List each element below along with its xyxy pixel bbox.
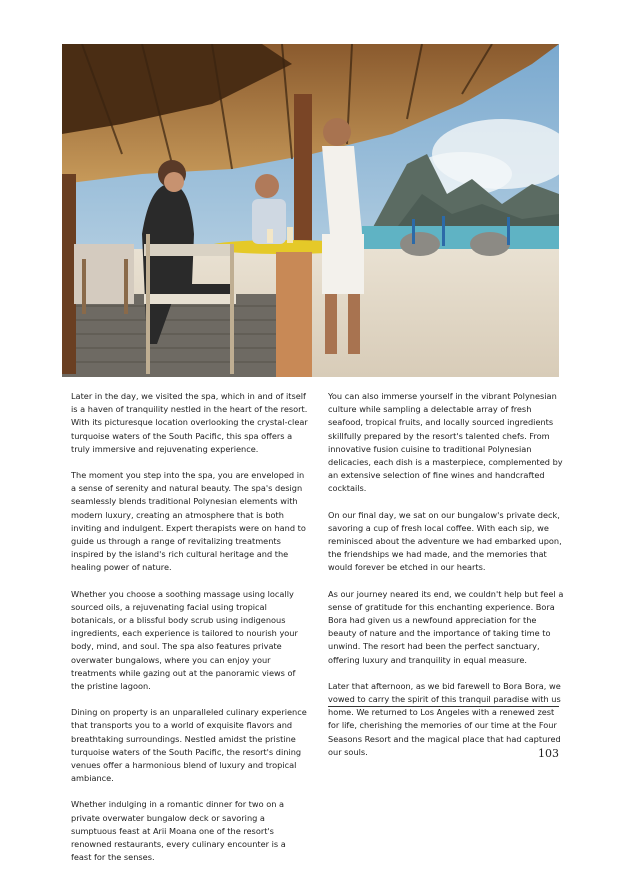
paragraph: Later in the day, we visited the spa, which in and of itself is a haven of tranquility nestled in the heart of the resort. With its picturesque location overlooking the crystal-clear turquoise waters of the South Pacific, this spa offers a truly immersive and rejuvenating experience. [71,391,308,454]
right-text-column [328,390,565,772]
paragraph: On our final day, we sat on our bungalow's private deck, savoring a cup of fresh local coffee. With each sip, we reminisced about the adventure we had embarked upon, the friendships we had made, and the memories that would forever be etched in our hearts. [328,509,562,573]
paragraph: Whether indulging in a romantic dinner for two on a private overwater bungalow deck or savoring a sumptuous feast at Arii Moana one of the resort's renowned restaurants, every culinary encounter is a feast for the senses. [71,799,286,863]
left-text-column [71,390,308,878]
page-number: 103 [538,747,559,760]
paragraph: Whether you choose a soothing massage using locally sourced oils, a rejuvenating facial using tropical botanicals, or a blissful body scrub using indigenous ingredients, each experience is tailored to nourish your body, mind, and soul. The spa also features private overwater bungalows, where you can enjoy your treatments while gazing out at the panoramic views of the pristine lagoon. [71,588,298,692]
paragraph: Dining on property is an unparalleled culinary experience that transports you to a world of exquisite flavors and breathtaking surroundings. Nestled amidst the pristine turquoise waters of the South Pacific, the resort's dining venues offer a harmonious blend of luxury and tropical ambiance. [71,707,307,784]
paragraph: You can also immerse yourself in the vibrant Polynesian culture while sampling a delectable array of fresh seafood, tropical fruits, and locally sourced ingredients skillfully prepared by the resort's talented chefs. From innovative fusion cuisine to traditional Polynesian delicacies, each dish is a masterpiece, complemented by an extensive selection of fine wines and handcrafted cocktails. [328,391,563,494]
paragraph: Later that afternoon, as we bid farewell to Bora Bora, we vowed to carry the spirit of this tranquil paradise with us home. We returned to Los Angeles with a renewed zest for life, cherishing the memories of our time at the Four Seasons Resort and the magical place that had captured our souls. [328,680,561,757]
paragraph: As our journey neared its end, we couldn't help but feel a sense of gratitude for this enchanting experience. Bora Bora had given us a newfound appreciation for the beauty of nature and the importance of taking time to unwind. The resort had been the perfect sanctuary, offering luxury and tranquility in equal measure. [328,588,564,665]
end-divider [328,706,559,707]
beach-restaurant-illustration [62,44,559,377]
hero-photo [62,44,559,377]
paragraph: The moment you step into the spa, you are enveloped in a sense of serenity and natural beauty. The spa's design seamlessly blends traditional Polynesian elements with modern luxury, creating an atmosphere that is both inviting and indulgent. Expert therapists were on hand to guide us through a range of revitalizing treatments inspired by the island's rich cultural heritage and the healing power of nature. [71,470,306,573]
